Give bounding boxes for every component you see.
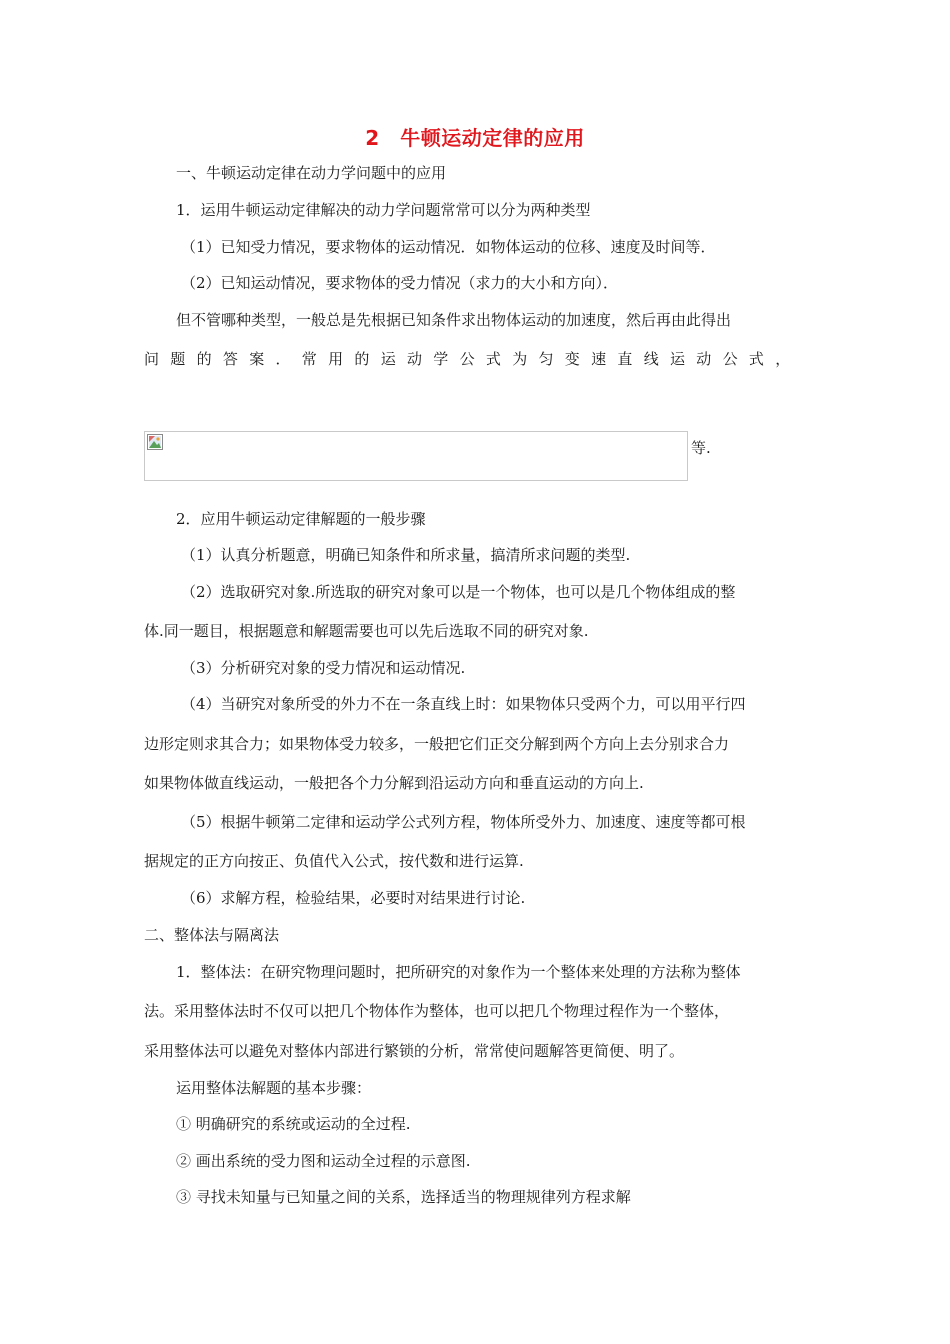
paragraph: 但不管哪种类型，一般总是先根据已知条件求出物体运动的加速度，然后再由此得出 <box>176 311 732 329</box>
list-item: ① 明确研究的系统或运动的全过程. <box>176 1115 411 1133</box>
list-item: ② 画出系统的受力图和运动全过程的示意图. <box>176 1152 471 1170</box>
paragraph: （2）选取研究对象.所选取的研究对象可以是一个物体，也可以是几个物体组成的整 <box>181 583 736 601</box>
paragraph: 2．应用牛顿运动定律解题的一般步骤 <box>176 510 426 528</box>
paragraph: （5）根据牛顿第二定律和运动学公式列方程，物体所受外力、加速度、速度等都可根 <box>181 813 746 831</box>
paragraph: 体.同一题目，根据题意和解题需要也可以先后选取不同的研究对象. <box>144 622 589 640</box>
page-title: 2 牛顿运动定律的应用 <box>365 126 585 150</box>
section-heading-1: 一、牛顿运动定律在动力学问题中的应用 <box>176 164 447 182</box>
paragraph: （2）已知运动情况，要求物体的受力情况（求力的大小和方向）． <box>181 274 619 292</box>
paragraph: 1．运用牛顿运动定律解决的动力学问题常常可以分为两种类型 <box>176 201 591 219</box>
paragraph: 等. <box>691 439 711 457</box>
paragraph: 问题的答案．常用的运动学公式为匀变速直线运动公式， <box>144 350 802 368</box>
paragraph: 边形定则求其合力；如果物体受力较多，一般把它们正交分解到两个方向上去分别求合力 <box>144 735 730 753</box>
paragraph: 法。采用整体法时不仅可以把几个物体作为整体，也可以把几个物理过程作为一个整体， <box>144 1002 730 1020</box>
paragraph: （1）认真分析题意，明确已知条件和所求量，搞清所求问题的类型. <box>181 546 631 564</box>
paragraph: （1）已知受力情况，要求物体的运动情况．如物体运动的位移、速度及时间等． <box>181 238 716 256</box>
section-heading-2: 二、整体法与隔离法 <box>144 926 280 944</box>
paragraph: （3）分析研究对象的受力情况和运动情况. <box>181 659 466 677</box>
list-item: ③ 寻找未知量与已知量之间的关系，选择适当的物理规律列方程求解 <box>176 1188 631 1206</box>
formula-image <box>144 431 688 481</box>
paragraph: 如果物体做直线运动，一般把各个力分解到沿运动方向和垂直运动的方向上. <box>144 774 644 792</box>
paragraph: 1．整体法：在研究物理问题时，把所研究的对象作为一个整体来处理的方法称为整体 <box>176 963 741 981</box>
paragraph: （4）当研究对象所受的外力不在一条直线上时：如果物体只受两个力，可以用平行四 <box>181 695 746 713</box>
paragraph: （6）求解方程，检验结果，必要时对结果进行讨论. <box>181 889 526 907</box>
paragraph: 据规定的正方向按正、负值代入公式，按代数和进行运算. <box>144 852 524 870</box>
paragraph: 运用整体法解题的基本步骤： <box>176 1079 372 1097</box>
broken-image-icon <box>147 434 163 450</box>
paragraph: 采用整体法可以避免对整体内部进行繁锁的分析，常常使问题解答更简便、明了。 <box>144 1042 685 1060</box>
